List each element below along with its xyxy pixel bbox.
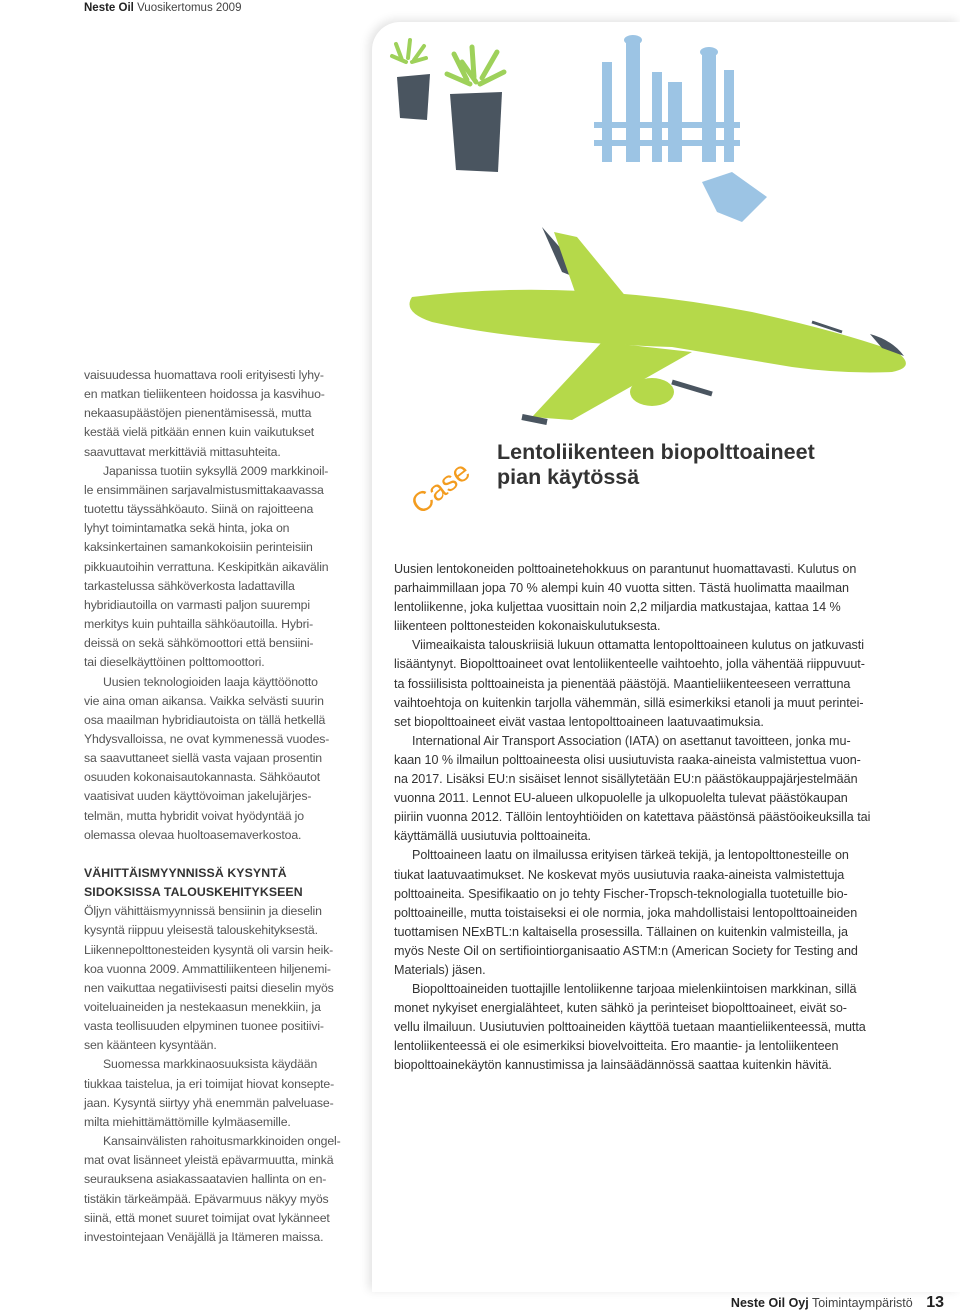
heading-line: VÄHITTÄISMYYNNISSÄ KYSYNTÄ bbox=[84, 865, 287, 880]
case-title-line: Lentoliikenteen biopolttoaineet bbox=[497, 440, 815, 464]
text-line: monet nykyiset energialähteet, kuten sähkö ja perinteiset biopolttoaineet, eivät so- bbox=[394, 1001, 847, 1016]
text-line: telmän, mutta hybridit voivat hyödyntää jo bbox=[84, 808, 304, 823]
case-title-line: pian käytössä bbox=[497, 465, 640, 489]
text-line: deissä on sekä sähkömoottori että bensiini- bbox=[84, 636, 314, 651]
text-line: Viimeaikaista talouskriisiä lukuun ottamatta lentopolttoaineen kulutus on jatkuvasti bbox=[412, 638, 865, 653]
text-line: tuottamisen NExBTL:n kaltaisella prosessilla. Tällainen on kuitenkin valmisteilla, ja bbox=[394, 924, 849, 939]
text-line: voiteluaineiden ja nestekaasun menekkiin, ja bbox=[84, 1000, 321, 1014]
text-line: myös Neste Oil on sertifiointiorganisaatio ASTM:n (American Society for Testing and bbox=[394, 943, 858, 958]
header-company: Neste Oil bbox=[84, 2, 134, 14]
text-line: osa maailman hybridiautoista on tällä hetkellä bbox=[84, 712, 326, 727]
page-number: 13 bbox=[926, 1294, 944, 1311]
text-line: International Air Transport Association (IATA) on asettanut tavoitteen, jonka mu- bbox=[412, 733, 851, 748]
text-line: kaan 10 % ilmailun polttoaineesta olisi uusiutuvista raaka-aineista valmistettua vuon- bbox=[394, 752, 861, 767]
text-line: set biopolttoaineet eivät vastaa lentopolttoaineen laatuvaatimuksia. bbox=[394, 714, 764, 729]
arrow-icon bbox=[702, 172, 767, 222]
text-line: Yhdysvalloissa, ne ovat kymmenessä vuodes- bbox=[84, 731, 330, 746]
text-line: lyhyt toimintamatka sekä hinta, joka on bbox=[84, 521, 290, 536]
footer-section: Toimintaympäristö bbox=[811, 1296, 913, 1310]
footer-company: Neste Oil Oyj bbox=[730, 1296, 809, 1310]
paragraph bbox=[84, 462, 356, 673]
paragraph bbox=[84, 366, 356, 462]
text-line: liikenteen polttonesteiden kokonaiskulutuksesta. bbox=[394, 619, 661, 634]
text-line: parhaimmillaan jopa 70 % alempi kuin 40 vuotta sitten. Tästä huolimatta maailman bbox=[394, 581, 849, 596]
paragraph bbox=[84, 673, 356, 845]
text-line: kaksinkertainen samankokoisiin perinteisiin bbox=[84, 540, 313, 555]
text-line: nen vaikuttaa negatiivisesti paitsi dieselin myös bbox=[84, 980, 334, 995]
text-line: käyttämällä uusiutuvia polttoaineita. bbox=[394, 829, 591, 844]
text-line: lisääntynyt. Biopolttoaineet ovat lentoliikenteelle vaihtoehto, jolla vähentää riippuvuut- bbox=[394, 657, 865, 672]
paragraph bbox=[394, 732, 924, 847]
text-line: piiriin vuonna 2012. Tällöin lentoyhtiöiden on katettava päästönsä päästöoikeuksilla tai bbox=[394, 810, 871, 825]
text-line: Suomessa markkinaosuuksista käydään bbox=[103, 1057, 318, 1072]
text-line: olemassa olevaa huoltoasemaverkostoa. bbox=[84, 827, 302, 842]
paragraph bbox=[394, 636, 924, 731]
text-line: osuuden kokonaisautokannasta. Sähköautot bbox=[84, 770, 321, 785]
paragraph bbox=[84, 1132, 356, 1247]
text-line: ta fossiilisista polttoaineista ja pienentää päästöjä. Maantieliikenteeseen verrattuna bbox=[394, 676, 851, 691]
text-line: en matkan tieliikenteen hoidossa ja kasvihuo- bbox=[84, 387, 325, 402]
plant-pot-large-icon bbox=[447, 47, 504, 172]
text-line: na 2017. Lisäksi EU:n sisäiset lennot sisällytetään EU:n päästökauppajärjestelmään bbox=[394, 772, 858, 787]
text-line: kestää vielä pitkään ennen kuin vaikutukset bbox=[84, 425, 315, 440]
case-badge-label: Case bbox=[405, 455, 476, 520]
case-badge bbox=[393, 434, 481, 522]
page-footer bbox=[731, 1294, 944, 1312]
case-illustration bbox=[372, 22, 960, 432]
text-line: vellu ilmailuun. Uusiutuvien polttoaineiden käyttöä tuetaan maantieliikenteessä, mutta bbox=[394, 1020, 866, 1035]
text-line: siinä, että monet suuret toimijat ovat lykänneet bbox=[84, 1210, 330, 1225]
text-line: nekaasupäästöjen pienentämisessä, mutta bbox=[84, 406, 312, 421]
text-line: vaisuudessa huomattava rooli erityisesti lyhy- bbox=[84, 368, 324, 382]
text-line: lentoliikenne, joka kuljettaa vuosittain noin 2,2 miljardia matkustajaa, kattaa 14 % bbox=[394, 600, 841, 615]
text-line: tuotettu täyssähköauto. Siinä on rajoitteena bbox=[84, 502, 314, 517]
text-line: investointejaan Venäjällä ja Itämeren maissa. bbox=[84, 1229, 324, 1244]
text-line: pikkuautoihin verrattuna. Keskipitkän aikavälin bbox=[84, 559, 329, 574]
text-line: hybridiautoilla on varmasti paljon suurempi bbox=[84, 597, 310, 612]
text-line: tarkastelussa sähköverkosta ladattavilla bbox=[84, 578, 295, 593]
text-line: tistäkin tärkeämpää. Epävarmuus näkyy myös bbox=[84, 1191, 329, 1206]
text-line: seurauksena asiakassaatavien hallinta on en- bbox=[84, 1172, 327, 1187]
text-line: Japanissa tuotiin syksyllä 2009 markkinoil- bbox=[103, 463, 329, 478]
paragraph bbox=[84, 1055, 356, 1132]
paragraph bbox=[394, 980, 924, 1075]
text-line: Uusien lentokoneiden polttoainetehokkuus on parantunut huomattavasti. Kulutus on bbox=[394, 562, 857, 576]
text-line: polttoaineille, mutta toistaiseksi ei ole normia, joka mahdollistaisi lentopolttoaineiden bbox=[394, 905, 858, 920]
text-line: kysyntä riippuu yleisestä talouskehityksestä. bbox=[84, 923, 318, 938]
text-line: milta miehittämättömille kylmäasemille. bbox=[84, 1114, 291, 1129]
text-line: tiukat laatuvaatimukset. Ne koskevat myös uusiutuvia raaka-aineista valmistettuja bbox=[394, 867, 845, 882]
text-line: biopolttoainekäytön kannustimissa ja lainsäädännössä saattaa kuitenkin hävitä. bbox=[394, 1058, 832, 1073]
text-line: Polttoaineen laatu on ilmailussa erityisen tärkeä tekijä, ja lentopolttonesteille on bbox=[412, 848, 849, 863]
case-title bbox=[497, 440, 815, 490]
text-line: tiukkaa taistelua, ja eri toimijat hiovat konsepte- bbox=[84, 1076, 335, 1091]
page-header bbox=[84, 2, 241, 14]
text-line: Biopolttoaineiden tuottajille lentoliikenne tarjoaa mielenkiintoisen markkinan, sillä bbox=[412, 982, 857, 997]
text-line: jaan. Kysyntä siirtyy yhä enemmän palveluase- bbox=[84, 1095, 334, 1110]
text-line: Liikennepolttonesteiden kysyntä oli varsin heik- bbox=[84, 942, 334, 957]
case-body bbox=[394, 560, 924, 1076]
heading-line: SIDOKSISSA TALOUSKEHITYKSEEN bbox=[84, 885, 303, 900]
paragraph bbox=[84, 902, 356, 1055]
text-line: Öljyn vähittäismyynnissä bensiinin ja dieselin bbox=[84, 904, 322, 919]
text-line: vuonna 2011. Lennot EU-alueen ulkopuolelle ja ulkopuolelta tulevat päästökaupan bbox=[394, 791, 848, 806]
text-line: vaihtoehtoja on kuitenkin tarjolla vähemmän, sillä esimerkiksi etanoli ja muut perintei- bbox=[394, 695, 864, 710]
section-heading bbox=[84, 864, 356, 902]
text-line: merkitys kuin puhtailla sähköautoilla. Hybri- bbox=[84, 617, 314, 632]
left-column bbox=[84, 366, 356, 1247]
text-line: vasta teollisuuden elpyminen tuonee positiivi- bbox=[84, 1019, 324, 1034]
text-line: polttoaineita. Spesifikaatio on jo tehty Fischer-Tropsch-teknologialla tuotetuille bio- bbox=[394, 886, 848, 901]
text-line: Kansainvälisten rahoitusmarkkinoiden ongel- bbox=[103, 1134, 341, 1149]
text-line: sa saavuttaneet siellä vasta vajaan prosentin bbox=[84, 751, 322, 766]
airplane-icon bbox=[410, 227, 906, 422]
text-line: Uusien teknologioiden laaja käyttöönotto bbox=[103, 674, 318, 689]
text-line: le ensimmäinen sarjavalmistusmittakaavassa bbox=[84, 482, 324, 497]
text-line: koa vuonna 2009. Ammattiliikenteen hiljenemi- bbox=[84, 961, 331, 976]
text-line: lentoliikenteessä ei ole esimerkiksi biovelvoitteita. Ero maantie- ja lentoliikenteen bbox=[394, 1039, 839, 1054]
paragraph bbox=[394, 560, 924, 636]
text-line: Materials) jäsen. bbox=[394, 962, 486, 977]
header-title: Vuosikertomus 2009 bbox=[137, 2, 242, 14]
text-line: saavuttavat merkittäviä mittasuhteita. bbox=[84, 444, 281, 459]
text-line: mat ovat lisänneet yleistä epävarmuutta, minkä bbox=[84, 1153, 334, 1168]
text-line: vie aina oman aikansa. Vaikka selvästi suurin bbox=[84, 693, 324, 708]
text-line: sen käänteen kysyntään. bbox=[84, 1038, 217, 1053]
refinery-icon bbox=[594, 35, 740, 162]
text-line: vaatisivat uuden käyttövoiman jakelujärjes- bbox=[84, 789, 312, 804]
paragraph bbox=[394, 846, 924, 980]
text-line: tai dieselkäyttöinen polttomoottori. bbox=[84, 655, 265, 670]
plant-pot-small-icon bbox=[392, 40, 430, 120]
